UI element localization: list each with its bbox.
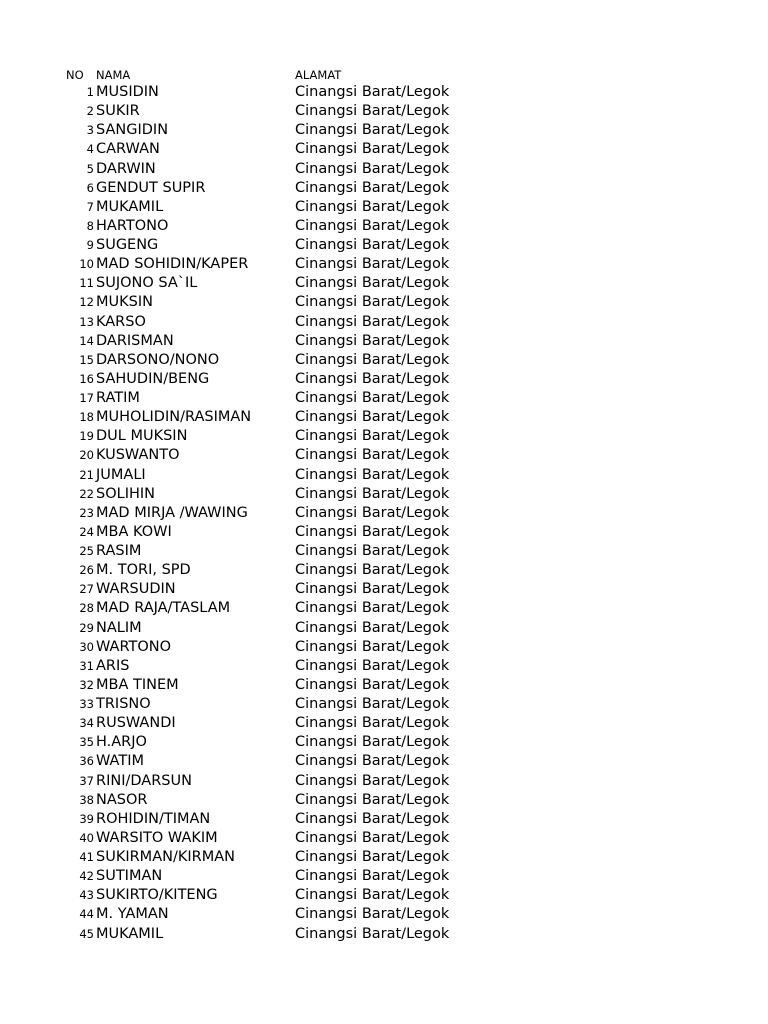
row-number: 38 (79, 792, 94, 807)
row-alamat: Cinangsi Barat/Legok (295, 390, 450, 406)
table-row (0, 829, 768, 848)
table-row (0, 752, 768, 771)
row-nama: NALIM (96, 619, 142, 636)
row-nama: MUHOLIDIN/RASIMAN (96, 409, 252, 426)
row-number: 39 (79, 811, 94, 826)
row-alamat: Cinangsi Barat/Legok (295, 428, 450, 445)
row-nama: TRISNO (96, 696, 151, 712)
table-row (0, 867, 768, 886)
row-alamat: Cinangsi Barat/Legok (295, 332, 450, 349)
row-alamat: Cinangsi Barat/Legok (295, 619, 450, 636)
row-number: 22 (79, 486, 94, 501)
row-number: 30 (79, 639, 94, 654)
row-nama: MBA KOWI (96, 523, 172, 540)
row-nama: SUGENG (96, 237, 159, 253)
table-row (0, 389, 768, 408)
row-nama: M. TORI, SPD (96, 562, 191, 579)
row-nama: MUKSIN (96, 294, 153, 311)
row-nama: CARWAN (96, 141, 160, 158)
row-number: 14 (79, 333, 94, 348)
table-row (0, 179, 768, 198)
table-row (0, 274, 768, 293)
table-row (0, 140, 768, 159)
row-alamat: Cinangsi Barat/Legok (295, 351, 450, 368)
table-row (0, 580, 768, 599)
row-nama: M. YAMAN (96, 906, 169, 923)
table-row (0, 905, 768, 924)
row-alamat: Cinangsi Barat/Legok (295, 543, 450, 559)
table-row (0, 886, 768, 905)
row-alamat: Cinangsi Barat/Legok (295, 256, 450, 273)
row-nama: MUKAMIL (96, 198, 164, 215)
row-number: 5 (86, 161, 94, 176)
row-nama: WARSITO WAKIM (96, 829, 218, 846)
header-nama: NAMA (96, 68, 131, 82)
row-alamat: Cinangsi Barat/Legok (295, 791, 450, 808)
row-alamat: Cinangsi Barat/Legok (295, 275, 450, 292)
row-nama: WARSUDIN (96, 581, 176, 598)
row-number: 45 (79, 926, 94, 941)
row-alamat: Cinangsi Barat/Legok (295, 734, 450, 751)
table-row (0, 332, 768, 351)
row-nama: DARISMAN (96, 332, 174, 349)
row-alamat: Cinangsi Barat/Legok (295, 696, 450, 712)
row-number: 28 (79, 601, 94, 616)
row-nama: DARSONO/NONO (96, 351, 220, 368)
row-number: 19 (79, 429, 94, 444)
header-alamat: ALAMAT (295, 68, 342, 82)
row-number: 16 (79, 371, 94, 386)
row-number: 20 (79, 448, 94, 463)
row-alamat: Cinangsi Barat/Legok (295, 294, 450, 311)
row-alamat: Cinangsi Barat/Legok (295, 141, 450, 158)
row-nama: MAD RAJA/TASLAM (96, 600, 231, 617)
row-number: 2 (86, 104, 94, 119)
row-nama: DUL MUKSIN (96, 428, 188, 445)
table-row (0, 293, 768, 312)
table-row (0, 313, 768, 332)
table-row (0, 772, 768, 791)
table-row (0, 676, 768, 695)
row-nama: MAD MIRJA /WAWING (96, 504, 248, 521)
row-nama: SUKIR (96, 103, 140, 120)
header-no: NO (66, 68, 84, 82)
table-row (0, 638, 768, 657)
table-row (0, 791, 768, 810)
row-number: 33 (79, 697, 94, 711)
table-header (0, 67, 768, 83)
row-alamat: Cinangsi Barat/Legok (295, 887, 450, 904)
row-alamat: Cinangsi Barat/Legok (295, 409, 450, 426)
table-row (0, 408, 768, 427)
row-nama: KARSO (96, 313, 146, 330)
row-nama: RASIM (96, 543, 142, 559)
row-number: 24 (79, 524, 94, 539)
row-nama: SANGIDIN (96, 122, 169, 139)
row-nama: HARTONO (96, 217, 169, 234)
table-row (0, 102, 768, 121)
row-alamat: Cinangsi Barat/Legok (295, 466, 450, 483)
row-nama: SUTIMAN (96, 868, 163, 885)
table-row (0, 255, 768, 274)
table-row (0, 427, 768, 446)
table-row (0, 810, 768, 829)
row-alamat: Cinangsi Barat/Legok (295, 906, 450, 923)
row-number: 34 (79, 716, 94, 731)
row-nama: SUKIRMAN/KIRMAN (96, 849, 235, 865)
row-alamat: Cinangsi Barat/Legok (295, 122, 450, 139)
table-row (0, 848, 768, 867)
row-alamat: Cinangsi Barat/Legok (295, 217, 450, 234)
row-nama: JUMALI (96, 466, 146, 483)
table-row (0, 160, 768, 179)
row-alamat: Cinangsi Barat/Legok (295, 523, 450, 540)
row-number: 44 (79, 907, 94, 922)
row-alamat: Cinangsi Barat/Legok (295, 581, 450, 598)
row-number: 21 (79, 467, 94, 482)
row-number: 40 (79, 830, 94, 845)
row-alamat: Cinangsi Barat/Legok (295, 103, 450, 120)
row-alamat: Cinangsi Barat/Legok (295, 600, 450, 617)
table-row (0, 561, 768, 580)
row-number: 42 (79, 869, 94, 884)
row-nama: SUJONO SA`IL (96, 275, 198, 292)
row-alamat: Cinangsi Barat/Legok (295, 829, 450, 846)
row-alamat: Cinangsi Barat/Legok (295, 237, 450, 253)
table-row (0, 485, 768, 504)
row-number: 43 (79, 888, 94, 903)
row-alamat: Cinangsi Barat/Legok (295, 313, 450, 330)
row-nama: ARIS (96, 657, 130, 674)
row-number: 26 (79, 563, 94, 578)
row-nama: WATIM (96, 753, 144, 770)
table-row (0, 217, 768, 236)
row-number: 6 (86, 180, 94, 195)
row-nama: RUSWANDI (96, 715, 176, 732)
table-row (0, 733, 768, 752)
row-alamat: Cinangsi Barat/Legok (295, 638, 450, 655)
table-row (0, 446, 768, 465)
table-row (0, 236, 768, 255)
row-alamat: Cinangsi Barat/Legok (295, 504, 450, 521)
table-row (0, 599, 768, 618)
row-nama: KUSWANTO (96, 447, 180, 464)
row-number: 13 (79, 314, 94, 329)
row-number: 36 (79, 754, 94, 769)
row-alamat: Cinangsi Barat/Legok (295, 562, 450, 579)
row-alamat: Cinangsi Barat/Legok (295, 160, 450, 177)
row-number: 23 (79, 505, 94, 520)
row-nama: RINI/DARSUN (96, 772, 192, 789)
row-alamat: Cinangsi Barat/Legok (295, 772, 450, 789)
row-alamat: Cinangsi Barat/Legok (295, 715, 450, 732)
table-row (0, 370, 768, 389)
row-nama: SAHUDIN/BENG (96, 370, 210, 387)
row-nama: MAD SOHIDIN/KAPER (96, 256, 249, 273)
row-number: 31 (79, 658, 94, 673)
row-number: 17 (79, 391, 94, 405)
table-row (0, 351, 768, 370)
row-number: 25 (79, 544, 94, 558)
row-alamat: Cinangsi Barat/Legok (295, 810, 450, 827)
row-nama: MBA TINEM (96, 676, 179, 693)
table-row (0, 466, 768, 485)
row-alamat: Cinangsi Barat/Legok (295, 370, 450, 387)
table-row (0, 198, 768, 217)
table-row (0, 504, 768, 523)
table-row (0, 83, 768, 102)
row-alamat: Cinangsi Barat/Legok (295, 868, 450, 885)
row-number: 3 (86, 123, 94, 138)
table-row (0, 523, 768, 542)
row-nama: ROHIDIN/TIMAN (96, 810, 211, 827)
row-nama: GENDUT SUPIR (96, 179, 206, 196)
row-nama: SOLIHIN (96, 485, 155, 502)
row-alamat: Cinangsi Barat/Legok (295, 485, 450, 502)
row-nama: H.ARJO (96, 734, 147, 751)
row-number: 37 (79, 773, 94, 788)
table-row (0, 695, 768, 714)
row-number: 32 (79, 677, 94, 692)
table-row (0, 542, 768, 561)
table-body (0, 83, 768, 944)
row-nama: RATIM (96, 390, 140, 406)
table-row (0, 714, 768, 733)
row-alamat: Cinangsi Barat/Legok (295, 447, 450, 464)
row-number: 4 (86, 142, 94, 157)
table-row (0, 925, 768, 944)
row-nama: DARWIN (96, 160, 156, 177)
row-number: 27 (79, 582, 94, 597)
row-alamat: Cinangsi Barat/Legok (295, 179, 450, 196)
table-row (0, 657, 768, 676)
row-number: 41 (79, 850, 94, 864)
row-nama: SUKIRTO/KITENG (96, 887, 218, 904)
row-number: 12 (79, 295, 94, 310)
row-number: 11 (79, 276, 94, 291)
row-alamat: Cinangsi Barat/Legok (295, 84, 450, 100)
row-number: 8 (86, 218, 94, 233)
row-alamat: Cinangsi Barat/Legok (295, 925, 450, 942)
row-number: 1 (86, 85, 94, 99)
row-number: 29 (79, 620, 94, 635)
table-row (0, 619, 768, 638)
row-nama: WARTONO (96, 638, 172, 655)
row-nama: MUSIDIN (96, 84, 159, 100)
table-row (0, 121, 768, 140)
row-number: 10 (79, 257, 94, 272)
row-number: 9 (86, 238, 94, 252)
row-nama: MUKAMIL (96, 925, 164, 942)
row-number: 18 (79, 410, 94, 425)
row-alamat: Cinangsi Barat/Legok (295, 198, 450, 215)
row-number: 7 (86, 199, 94, 214)
row-alamat: Cinangsi Barat/Legok (295, 849, 450, 865)
row-number: 35 (79, 735, 94, 750)
row-nama: NASOR (96, 791, 148, 808)
row-alamat: Cinangsi Barat/Legok (295, 657, 450, 674)
row-number: 15 (79, 352, 94, 367)
row-alamat: Cinangsi Barat/Legok (295, 676, 450, 693)
row-alamat: Cinangsi Barat/Legok (295, 753, 450, 770)
